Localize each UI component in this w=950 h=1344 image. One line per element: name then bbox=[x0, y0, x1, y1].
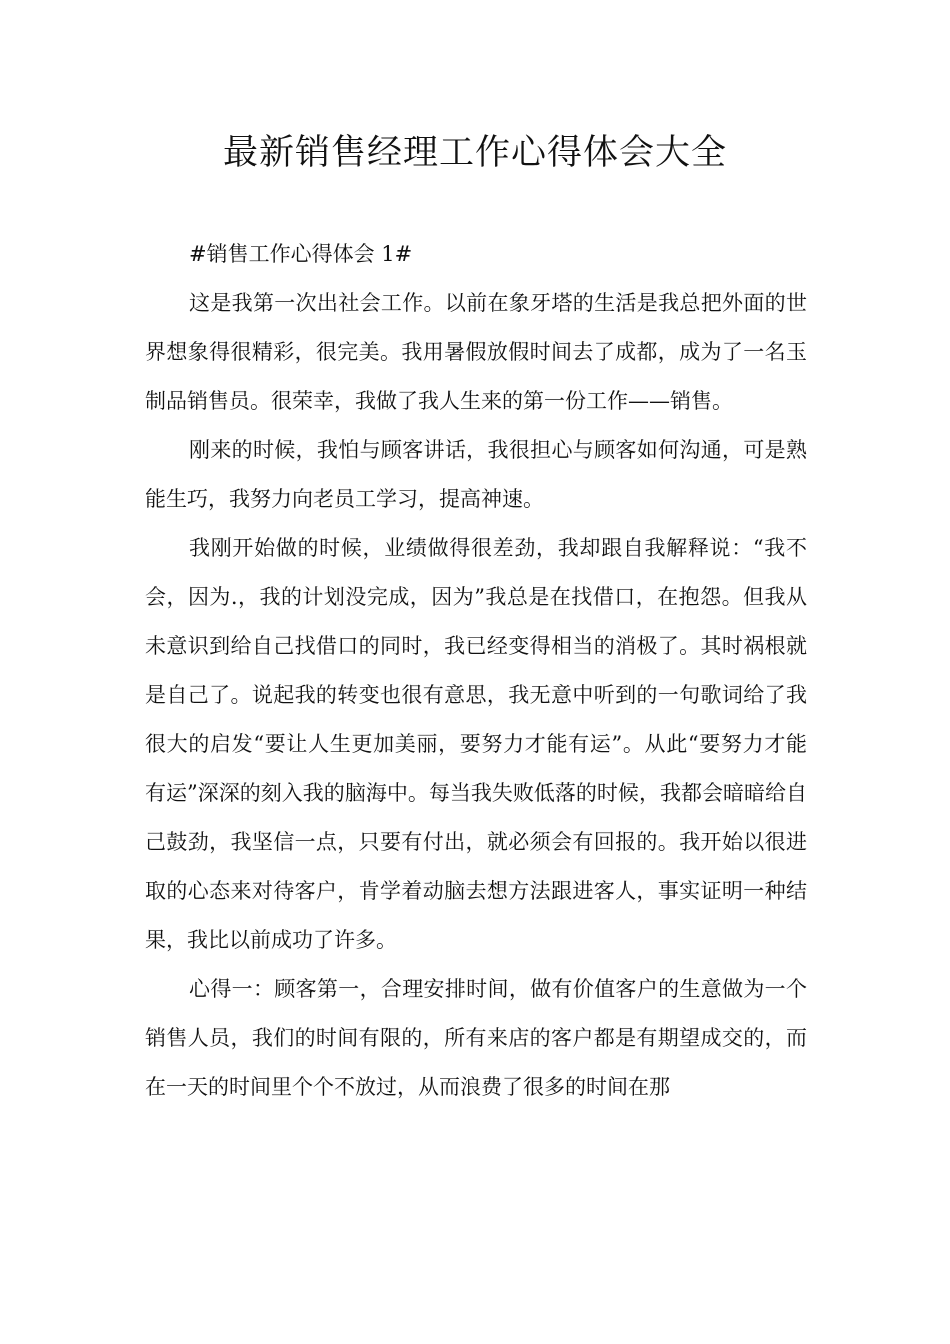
paragraph: 我刚开始做的时候，业绩做得很差劲，我却跟自我解释说：“我不会，因为.，我的计划没完成，因为”我总是在找借口，在抱怨。但我从未意识到给自己找借口的同时，我已经变得相当的消极了。其时祸根就是自己了。说起我的转变也很有意思，我无意中听到的一句歌词给了我很大的启发“要让人生更加美丽，要努力才能有运”。从此“要努力才能有运”深深的刻入我的脑海中。每当我失败低落的时候，我都会暗暗给自己鼓劲，我坚信一点，只要有付出，就必须会有回报的。我开始以很进取的心态来对待客户，肯学着动脑去想方法跟进客人，事实证明一种结果，我比以前成功了许多。 bbox=[145, 536, 807, 952]
paragraph: 这是我第一次出社会工作。以前在象牙塔的生活是我总把外面的世界想象得很精彩，很完美。我用暑假放假时间去了成都，成为了一名玉制品销售员。很荣幸，我做了我人生来的第一份工作——销售。 bbox=[145, 291, 807, 413]
document-body bbox=[145, 230, 807, 1112]
paragraph: 心得一：顾客第一，合理安排时间，做有价值客户的生意做为一个销售人员，我们的时间有限的，所有来店的客户都是有期望成交的，而在一天的时间里个个不放过，从而浪费了很多的时间在那 bbox=[145, 977, 807, 1099]
section-heading: #销售工作心得体会 1# bbox=[189, 242, 413, 266]
paragraph: 刚来的时候，我怕与顾客讲话，我很担心与顾客如何沟通，可是熟能生巧，我努力向老员工学习，提高神速。 bbox=[145, 438, 807, 511]
document-title: 最新销售经理工作心得体会大全 bbox=[222, 133, 727, 173]
